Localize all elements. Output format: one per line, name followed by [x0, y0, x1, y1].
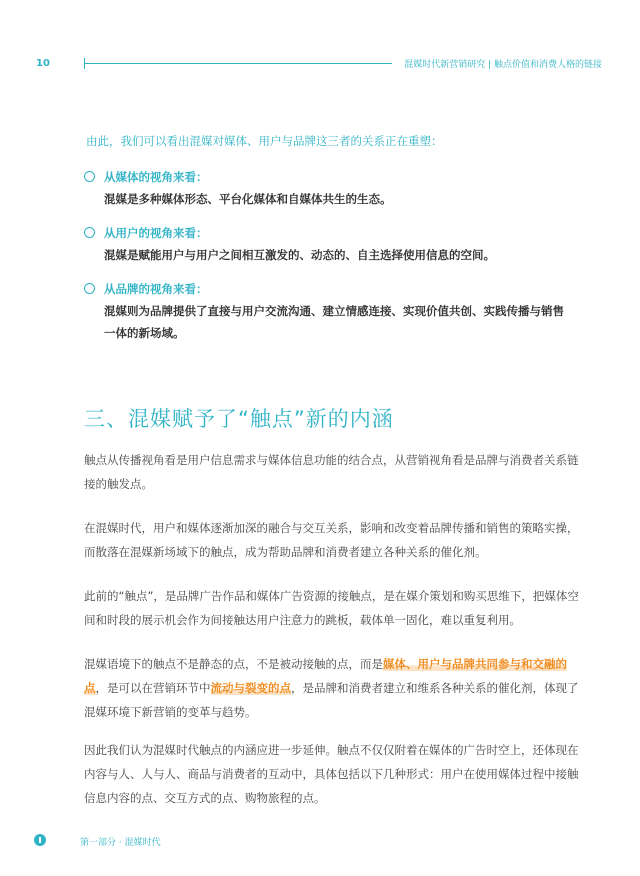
section-one-icon: [34, 834, 46, 846]
paragraph-4-text: ，是可以在营销环节中: [95, 681, 211, 695]
header-divider-line: [84, 63, 392, 64]
perspective-description: 混媒则为品牌提供了直接与用户交流沟通、建立情感连接、实现价值共创、实践传播与销售一体的新场域。: [104, 304, 564, 340]
perspective-description: 混媒是赋能用户与用户之间相互激发的、动态的、自主选择使用信息的空间。: [104, 248, 495, 262]
footer-section-label: 第一部分 · 混媒时代: [80, 838, 161, 848]
paragraph-5: 因此我们认为混媒时代触点的内涵应进一步延伸。触点不仅仅附着在媒体的广告时空上，还体现在内容与人、人与人、商品与消费者的互动中，具体包括以下几种形式：用户在使用媒体过程中接触信息内容的点、交互方式的点、购物旅程的点。: [84, 743, 579, 805]
perspective-title: 从媒体的视角来看：: [104, 170, 208, 184]
paragraph-3: 此前的“触点”，是品牌广告作品和媒体广告资源的接触点，是在媒介策划和购买思维下，把媒体空间和时段的展示机会作为间接触达用户注意力的跳板，载体单一固化，难以重复利用。: [84, 589, 579, 627]
perspective-description: 混媒是多种媒体形态、平台化媒体和自媒体共生的生态。: [104, 192, 392, 206]
running-header: 混媒时代新营销研究 | 触点价值和消费人格的链接: [404, 60, 602, 70]
section-heading: 三、混媒赋予了“触点”新的内涵: [84, 407, 394, 431]
bullet-circle-icon: [84, 283, 95, 294]
paragraph-2: 在混媒时代，用户和媒体逐渐加深的融合与交互关系，影响和改变着品牌传播和销售的策略实操，而散落在混媒新场域下的触点，成为帮助品牌和消费者建立各种关系的催化剂。: [84, 521, 579, 559]
paragraph-1: 触点从传播视角看是用户信息需求与媒体信息功能的结合点，从营销视角看是品牌与消费者关系链接的触发点。: [84, 453, 579, 491]
perspective-title: 从品牌的视角来看：: [104, 282, 208, 296]
page-number: 10: [36, 58, 50, 69]
highlight-flow-fission: 流动与裂变的点: [210, 681, 291, 695]
paragraph-4-text: ，是品牌和消费者建立和维系各种关系的催化剂，体现了混媒环境下新营销的变革与趋势。: [84, 681, 579, 719]
bullet-circle-icon: [84, 227, 95, 238]
paragraph-4: [84, 652, 580, 724]
perspective-title: 从用户的视角来看：: [104, 226, 208, 240]
intro-sentence: 由此，我们可以看出混媒对媒体、用户与品牌这三者的关系正在重塑：: [86, 134, 443, 148]
paragraph-4-text: 混媒语境下的触点不是静态的点，不是被动接触的点，而是: [84, 657, 383, 671]
bullet-circle-icon: [84, 171, 95, 182]
highlight-co-participation: 媒体、用户与品牌共同参与和交融的点: [84, 657, 567, 695]
